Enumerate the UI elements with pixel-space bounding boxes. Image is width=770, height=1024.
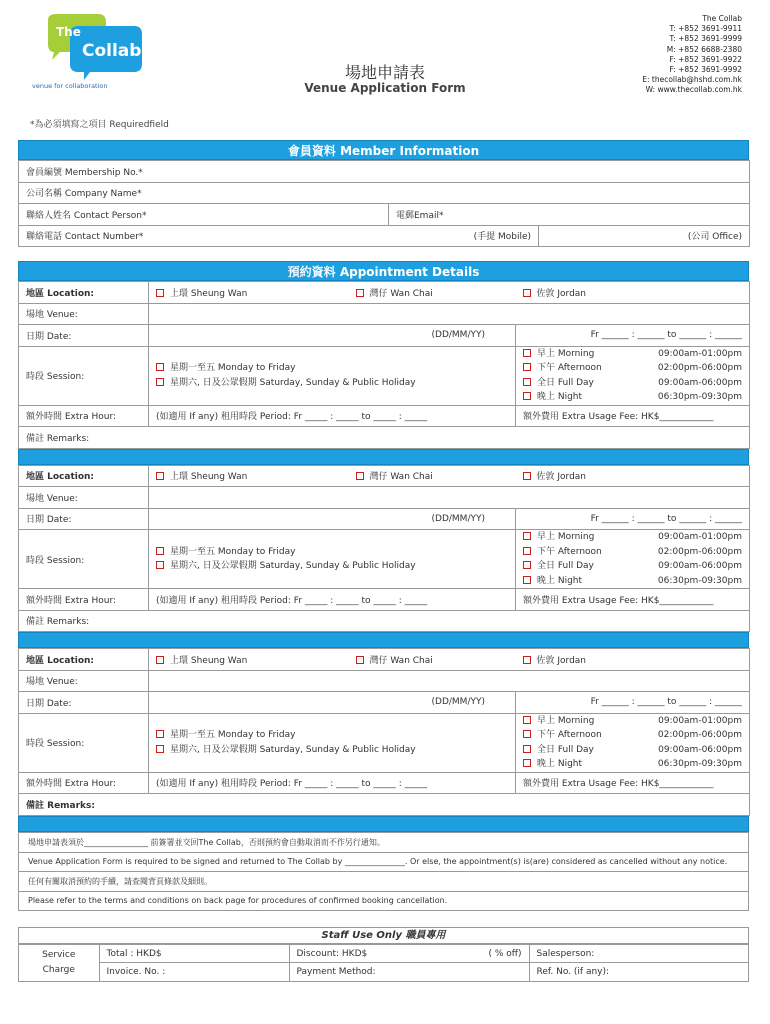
section-divider <box>18 816 749 832</box>
checkbox-icon[interactable] <box>523 759 531 767</box>
mobile-label: (手提 Mobile) <box>473 232 531 243</box>
slot-full-day[interactable]: 全日 Full Day 09:00am-06:00pm <box>523 559 742 574</box>
contact-line: T: +852 3691-9999 <box>669 34 742 44</box>
date-field[interactable]: (DD/MM/YY) <box>149 692 516 714</box>
checkbox-icon[interactable] <box>156 745 164 753</box>
svg-text:Collab: Collab <box>82 41 142 61</box>
svg-text:The: The <box>56 25 81 39</box>
contact-line: The Collab <box>702 14 742 23</box>
weekend-option[interactable]: 星期六, 日及公眾假期 Saturday, Sunday & Public Holiday <box>156 743 508 758</box>
extra-hour-label: 額外時間 Extra Hour: <box>19 589 149 611</box>
contact-info <box>642 14 742 96</box>
slot-night[interactable]: 晚上 Night 06:30pm-09:30pm <box>523 757 742 772</box>
slot-night[interactable]: 晚上 Night 06:30pm-09:30pm <box>523 574 742 589</box>
weekday-option[interactable]: 星期一至五 Monday to Friday <box>156 728 508 743</box>
booking-block <box>18 281 750 449</box>
extra-period-field[interactable]: (如適用 If any) 租用時段 Period: Fr _____ : _____ to _____ : _____ <box>149 405 516 427</box>
discount-field[interactable] <box>289 945 529 963</box>
location-wan-chai[interactable]: 灣仔 Wan Chai <box>349 282 516 304</box>
note-line: 場地申請表須於________________ 前簽署並交回The Collab，否則預約會自動取消而不作另行通知。 <box>19 833 749 853</box>
slot-full-day[interactable]: 全日 Full Day 09:00am-06:00pm <box>523 376 742 391</box>
total-field[interactable]: Total : HKD$ <box>99 945 289 963</box>
notes-section <box>18 832 749 911</box>
date-label: 日期 Date: <box>19 508 149 530</box>
venue-field[interactable] <box>149 303 750 325</box>
contact-line: W: www.thecollab.com.hk <box>645 85 742 95</box>
slot-afternoon[interactable]: 下午 Afternoon 02:00pm-06:00pm <box>523 728 742 743</box>
location-label: 地區 Location: <box>19 282 149 304</box>
note-line: Venue Application Form is required to be signed and returned to The Collab by _______________. Or else, the appointment(s) is(are) considered as cancelled without any notice. <box>19 852 749 872</box>
salesperson-field[interactable]: Salesperson: <box>529 945 748 963</box>
extra-period-field[interactable]: (如適用 If any) 租用時段 Period: Fr _____ : _____ to _____ : _____ <box>149 772 516 794</box>
remarks-field[interactable]: 備註 Remarks: <box>19 427 750 449</box>
percent-off-label: ( % off) <box>488 948 522 959</box>
time-range-field[interactable]: Fr ______ : ______ to ______ : ______ <box>516 508 750 530</box>
contact-line: E: thecollab@hshd.com.hk <box>642 75 742 85</box>
weekend-option[interactable]: 星期六, 日及公眾假期 Saturday, Sunday & Public Holiday <box>156 559 508 574</box>
office-label[interactable]: (公司 Office) <box>539 225 750 247</box>
remarks-field[interactable]: 備註 Remarks: <box>19 794 750 816</box>
checkbox-icon[interactable] <box>523 289 531 297</box>
checkbox-icon[interactable] <box>156 561 164 569</box>
date-label: 日期 Date: <box>19 692 149 714</box>
contact-line: F: +852 3691-9922 <box>669 54 742 64</box>
slot-morning[interactable]: 早上 Morning 09:00am-01:00pm <box>523 530 742 545</box>
slot-afternoon[interactable]: 下午 Afternoon 02:00pm-06:00pm <box>523 545 742 560</box>
date-field[interactable]: (DD/MM/YY) <box>149 508 516 530</box>
extra-fee-field[interactable]: 額外費用 Extra Usage Fee: HK$____________ <box>516 589 750 611</box>
slot-morning[interactable]: 早上 Morning 09:00am-01:00pm <box>523 347 742 362</box>
checkbox-icon[interactable] <box>156 363 164 371</box>
weekend-option[interactable]: 星期六, 日及公眾假期 Saturday, Sunday & Public Holiday <box>156 376 508 391</box>
location-jordan[interactable]: 佐敦 Jordan <box>516 465 750 487</box>
extra-fee-field[interactable]: 額外費用 Extra Usage Fee: HK$____________ <box>516 405 750 427</box>
form-title-cn: 場地申請表 <box>344 63 425 82</box>
checkbox-icon[interactable] <box>523 730 531 738</box>
location-sheung-wan[interactable]: 上環 Sheung Wan <box>149 649 349 671</box>
location-sheung-wan[interactable]: 上環 Sheung Wan <box>149 282 349 304</box>
location-label: 地區 Location: <box>19 465 149 487</box>
location-wan-chai[interactable]: 灣仔 Wan Chai <box>349 465 516 487</box>
checkbox-icon[interactable] <box>523 561 531 569</box>
checkbox-icon[interactable] <box>523 472 531 480</box>
weekday-option[interactable]: 星期一至五 Monday to Friday <box>156 361 508 376</box>
contact-line: T: +852 3691-9911 <box>669 24 742 34</box>
contact-line: M: +852 6688-2380 <box>666 44 742 54</box>
checkbox-icon[interactable] <box>156 378 164 386</box>
member-heading: 會員資料 Member Information <box>18 140 749 160</box>
company-name-field[interactable]: 公司名稱 Company Name* <box>19 182 750 204</box>
session-days <box>149 530 516 589</box>
slot-morning[interactable]: 早上 Morning 09:00am-01:00pm <box>523 714 742 729</box>
checkbox-icon[interactable] <box>523 716 531 724</box>
venue-label: 場地 Venue: <box>19 303 149 325</box>
venue-field[interactable] <box>149 487 750 509</box>
service-charge-label: Service Charge <box>19 945 99 981</box>
extra-hour-label: 額外時間 Extra Hour: <box>19 772 149 794</box>
date-label: 日期 Date: <box>19 325 149 347</box>
location-jordan[interactable]: 佐敦 Jordan <box>516 649 750 671</box>
contact-line: F: +852 3691-9992 <box>669 65 742 75</box>
ref-no-field[interactable]: Ref. No. (if any): <box>529 963 748 981</box>
checkbox-icon[interactable] <box>523 378 531 386</box>
booking-block <box>18 648 750 816</box>
extra-fee-field[interactable]: 額外費用 Extra Usage Fee: HK$____________ <box>516 772 750 794</box>
session-days <box>149 346 516 405</box>
slot-full-day[interactable]: 全日 Full Day 09:00am-06:00pm <box>523 743 742 758</box>
checkbox-icon[interactable] <box>156 289 164 297</box>
checkbox-icon[interactable] <box>523 576 531 584</box>
session-label: 時段 Session: <box>19 530 149 589</box>
email-field[interactable]: 電郵Email* <box>389 204 750 226</box>
section-divider <box>18 632 749 648</box>
checkbox-icon[interactable] <box>156 547 164 555</box>
svg-text:venue for collaboration: venue for collaboration <box>32 82 108 90</box>
slot-night[interactable]: 晚上 Night 06:30pm-09:30pm <box>523 390 742 405</box>
location-label: 地區 Location: <box>19 649 149 671</box>
checkbox-icon[interactable] <box>356 656 364 664</box>
slot-afternoon[interactable]: 下午 Afternoon 02:00pm-06:00pm <box>523 361 742 376</box>
remarks-field[interactable]: 備註 Remarks: <box>19 610 750 632</box>
membership-no-field[interactable]: 會員編號 Membership No.* <box>19 161 750 183</box>
session-label: 時段 Session: <box>19 346 149 405</box>
extra-period-field[interactable]: (如適用 If any) 租用時段 Period: Fr _____ : _____ to _____ : _____ <box>149 589 516 611</box>
checkbox-icon[interactable] <box>156 472 164 480</box>
location-wan-chai[interactable]: 灣仔 Wan Chai <box>349 649 516 671</box>
checkbox-icon[interactable] <box>523 547 531 555</box>
session-slots <box>516 530 750 589</box>
note-line: 任何有關取消預約的手續，請查閱背頁條款及細則。 <box>19 872 749 892</box>
booking-block <box>18 465 750 633</box>
weekday-option[interactable]: 星期一至五 Monday to Friday <box>156 545 508 560</box>
time-range-field[interactable]: Fr ______ : ______ to ______ : ______ <box>516 692 750 714</box>
appointment-heading: 預約資料 Appointment Details <box>18 261 749 281</box>
session-label: 時段 Session: <box>19 713 149 772</box>
venue-label: 場地 Venue: <box>19 670 149 692</box>
session-slots <box>516 713 750 772</box>
checkbox-icon[interactable] <box>523 532 531 540</box>
session-days <box>149 713 516 772</box>
venue-label: 場地 Venue: <box>19 487 149 509</box>
required-field-note: *為必須填寫之項目 Requiredfield <box>30 120 169 130</box>
contact-number-field[interactable] <box>19 225 539 247</box>
checkbox-icon[interactable] <box>523 363 531 371</box>
staff-heading: Staff Use Only 職員專用 <box>19 928 748 944</box>
checkbox-icon[interactable] <box>356 472 364 480</box>
member-section <box>18 140 749 247</box>
time-range-field[interactable]: Fr ______ : ______ to ______ : ______ <box>516 325 750 347</box>
extra-hour-label: 額外時間 Extra Hour: <box>19 405 149 427</box>
checkbox-icon[interactable] <box>356 289 364 297</box>
payment-method-field[interactable]: Payment Method: <box>289 963 529 981</box>
checkbox-icon[interactable] <box>523 392 531 400</box>
location-jordan[interactable]: 佐敦 Jordan <box>516 282 750 304</box>
form-title-en: Venue Application Form <box>304 81 466 95</box>
discount-label: Discount: HKD$ <box>296 948 368 959</box>
checkbox-icon[interactable] <box>523 349 531 357</box>
venue-field[interactable] <box>149 670 750 692</box>
contact-number-label: 聯絡電話 Contact Number* <box>26 232 144 243</box>
session-slots <box>516 346 750 405</box>
checkbox-icon[interactable] <box>156 730 164 738</box>
checkbox-icon[interactable] <box>156 656 164 664</box>
date-field[interactable]: (DD/MM/YY) <box>149 325 516 347</box>
appointment-section <box>18 261 749 832</box>
note-line: Please refer to the terms and conditions on back page for procedures of confirmed booking cancellation. <box>19 891 749 911</box>
section-divider <box>18 449 749 465</box>
invoice-field[interactable]: Invoice. No. : <box>99 963 289 981</box>
staff-use-section <box>18 927 749 982</box>
checkbox-icon[interactable] <box>523 745 531 753</box>
location-sheung-wan[interactable]: 上環 Sheung Wan <box>149 465 349 487</box>
contact-person-field[interactable]: 聯絡人姓名 Contact Person* <box>19 204 389 226</box>
checkbox-icon[interactable] <box>523 656 531 664</box>
